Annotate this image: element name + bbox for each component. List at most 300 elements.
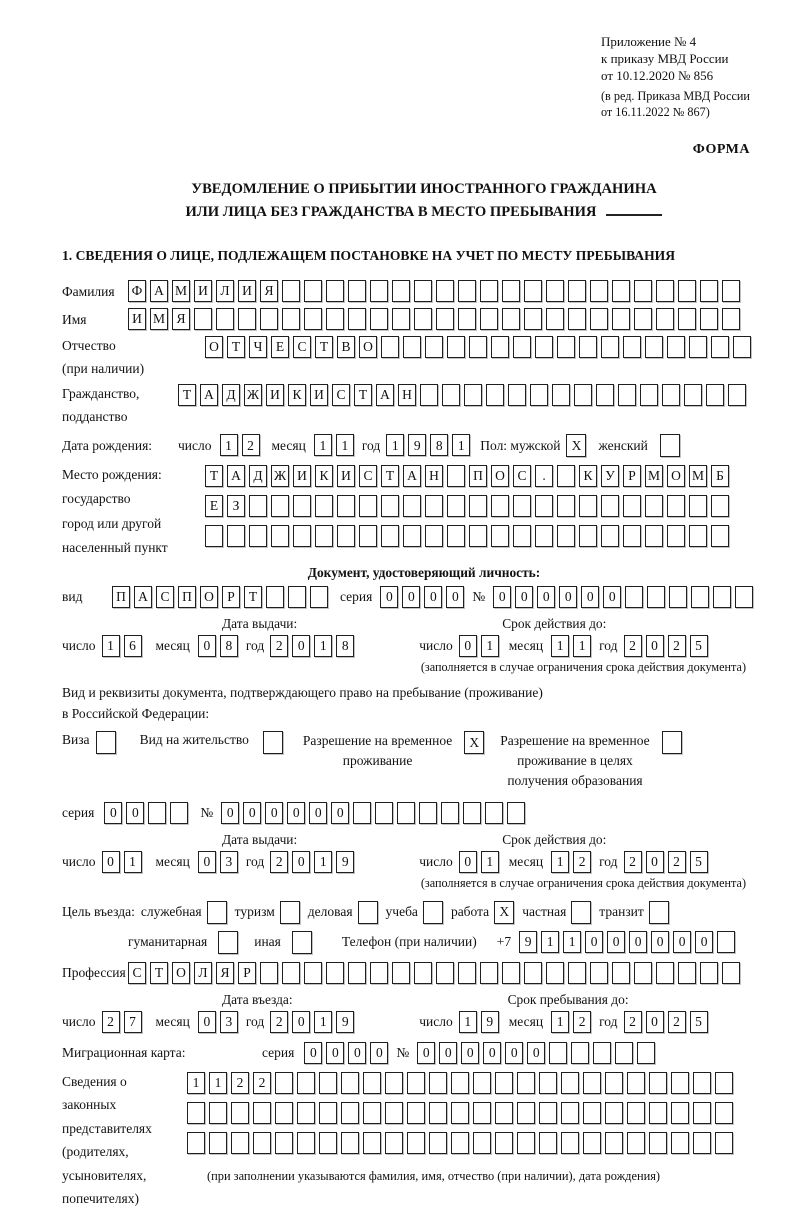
char-cell[interactable] — [275, 1132, 293, 1154]
residence-permit-checkbox[interactable] — [263, 731, 283, 754]
char-cell[interactable] — [480, 308, 498, 330]
checkbox-cell[interactable] — [280, 901, 300, 924]
char-cell[interactable]: Т — [150, 962, 168, 984]
char-cell[interactable]: Р — [238, 962, 256, 984]
permit-valid-year-cells[interactable] — [624, 851, 708, 873]
char-cell[interactable] — [253, 1132, 271, 1154]
representatives-cells-3[interactable] — [187, 1132, 733, 1154]
char-cell[interactable]: И — [293, 465, 311, 487]
char-cell[interactable] — [414, 280, 432, 302]
char-cell[interactable]: И — [310, 384, 328, 406]
purpose-tourism-checkbox[interactable] — [280, 901, 300, 924]
char-cell[interactable]: 5 — [690, 851, 708, 873]
checkbox-cell[interactable] — [660, 434, 680, 457]
char-cell[interactable] — [407, 1102, 425, 1124]
char-cell[interactable]: 1 — [336, 434, 354, 456]
char-cell[interactable] — [473, 1102, 491, 1124]
char-cell[interactable]: 1 — [573, 635, 591, 657]
char-cell[interactable]: 9 — [481, 1011, 499, 1033]
char-cell[interactable] — [568, 308, 586, 330]
char-cell[interactable] — [170, 802, 188, 824]
char-cell[interactable]: 0 — [417, 1042, 435, 1064]
char-cell[interactable] — [293, 495, 311, 517]
char-cell[interactable]: 2 — [270, 851, 288, 873]
entry-month-cells[interactable] — [198, 1011, 238, 1033]
char-cell[interactable]: 2 — [624, 1011, 642, 1033]
char-cell[interactable] — [381, 525, 399, 547]
char-cell[interactable] — [209, 1132, 227, 1154]
char-cell[interactable] — [297, 1072, 315, 1094]
permit-issue-year-cells[interactable] — [270, 851, 354, 873]
char-cell[interactable] — [561, 1132, 579, 1154]
char-cell[interactable]: 1 — [314, 434, 332, 456]
char-cell[interactable]: 1 — [124, 851, 142, 873]
char-cell[interactable]: К — [315, 465, 333, 487]
char-cell[interactable] — [590, 308, 608, 330]
permit-number-cells[interactable] — [221, 802, 525, 824]
char-cell[interactable] — [612, 962, 630, 984]
char-cell[interactable] — [304, 280, 322, 302]
char-cell[interactable] — [513, 495, 531, 517]
permit-issue-day-cells[interactable] — [102, 851, 142, 873]
char-cell[interactable] — [579, 336, 597, 358]
char-cell[interactable] — [297, 1132, 315, 1154]
char-cell[interactable]: Д — [222, 384, 240, 406]
char-cell[interactable] — [353, 802, 371, 824]
char-cell[interactable] — [601, 336, 619, 358]
char-cell[interactable]: 0 — [348, 1042, 366, 1064]
char-cell[interactable] — [231, 1132, 249, 1154]
char-cell[interactable] — [662, 384, 680, 406]
char-cell[interactable] — [546, 308, 564, 330]
char-cell[interactable] — [359, 525, 377, 547]
permit-series-cells[interactable] — [104, 802, 188, 824]
char-cell[interactable]: 2 — [668, 1011, 686, 1033]
char-cell[interactable]: 0 — [402, 586, 420, 608]
char-cell[interactable]: 9 — [408, 434, 426, 456]
char-cell[interactable] — [656, 962, 674, 984]
char-cell[interactable] — [187, 1132, 205, 1154]
char-cell[interactable] — [715, 1072, 733, 1094]
char-cell[interactable] — [693, 1102, 711, 1124]
char-cell[interactable] — [552, 384, 570, 406]
char-cell[interactable] — [282, 962, 300, 984]
doc-series-cells[interactable] — [380, 586, 464, 608]
char-cell[interactable] — [623, 336, 641, 358]
char-cell[interactable]: 8 — [336, 635, 354, 657]
char-cell[interactable]: 8 — [430, 434, 448, 456]
char-cell[interactable] — [539, 1132, 557, 1154]
char-cell[interactable] — [618, 384, 636, 406]
char-cell[interactable]: 0 — [326, 1042, 344, 1064]
char-cell[interactable] — [546, 280, 564, 302]
char-cell[interactable]: М — [150, 308, 168, 330]
char-cell[interactable]: 0 — [104, 802, 122, 824]
char-cell[interactable]: Т — [205, 465, 223, 487]
char-cell[interactable] — [596, 384, 614, 406]
char-cell[interactable] — [711, 525, 729, 547]
char-cell[interactable] — [557, 336, 575, 358]
char-cell[interactable] — [495, 1102, 513, 1124]
char-cell[interactable] — [667, 525, 685, 547]
char-cell[interactable] — [385, 1072, 403, 1094]
char-cell[interactable] — [458, 962, 476, 984]
char-cell[interactable] — [326, 308, 344, 330]
char-cell[interactable]: 0 — [629, 931, 647, 953]
char-cell[interactable] — [205, 525, 223, 547]
char-cell[interactable] — [691, 586, 709, 608]
char-cell[interactable] — [194, 308, 212, 330]
char-cell[interactable] — [363, 1072, 381, 1094]
char-cell[interactable]: 2 — [102, 1011, 120, 1033]
char-cell[interactable]: 0 — [102, 851, 120, 873]
char-cell[interactable] — [288, 586, 306, 608]
checkbox-cell[interactable]: X — [494, 901, 514, 924]
char-cell[interactable] — [429, 1072, 447, 1094]
birth-day-cells[interactable] — [220, 434, 260, 456]
char-cell[interactable] — [507, 802, 525, 824]
char-cell[interactable] — [271, 525, 289, 547]
char-cell[interactable] — [645, 495, 663, 517]
char-cell[interactable] — [451, 1132, 469, 1154]
char-cell[interactable]: П — [469, 465, 487, 487]
char-cell[interactable] — [568, 962, 586, 984]
char-cell[interactable]: Р — [222, 586, 240, 608]
profession-cells[interactable] — [128, 962, 740, 984]
char-cell[interactable]: О — [359, 336, 377, 358]
char-cell[interactable] — [689, 525, 707, 547]
char-cell[interactable] — [491, 525, 509, 547]
char-cell[interactable] — [711, 495, 729, 517]
char-cell[interactable]: 0 — [646, 1011, 664, 1033]
char-cell[interactable]: 0 — [198, 1011, 216, 1033]
edu-permit-checkbox[interactable] — [662, 731, 682, 754]
char-cell[interactable] — [517, 1102, 535, 1124]
char-cell[interactable] — [583, 1072, 601, 1094]
char-cell[interactable] — [684, 384, 702, 406]
char-cell[interactable] — [669, 586, 687, 608]
char-cell[interactable] — [326, 280, 344, 302]
purpose-official-checkbox[interactable] — [207, 901, 227, 924]
char-cell[interactable]: 0 — [292, 851, 310, 873]
char-cell[interactable] — [678, 962, 696, 984]
char-cell[interactable]: Ж — [244, 384, 262, 406]
char-cell[interactable]: 0 — [607, 931, 625, 953]
char-cell[interactable] — [469, 336, 487, 358]
purpose-transit-checkbox[interactable] — [649, 901, 669, 924]
checkbox-cell[interactable]: X — [566, 434, 586, 457]
char-cell[interactable] — [436, 280, 454, 302]
char-cell[interactable] — [640, 384, 658, 406]
char-cell[interactable]: У — [601, 465, 619, 487]
char-cell[interactable]: М — [172, 280, 190, 302]
char-cell[interactable] — [363, 1102, 381, 1124]
char-cell[interactable] — [722, 962, 740, 984]
char-cell[interactable]: 0 — [331, 802, 349, 824]
char-cell[interactable] — [458, 280, 476, 302]
char-cell[interactable] — [304, 308, 322, 330]
char-cell[interactable] — [464, 384, 482, 406]
char-cell[interactable] — [713, 586, 731, 608]
purpose-private-checkbox[interactable] — [571, 901, 591, 924]
char-cell[interactable]: 1 — [314, 635, 332, 657]
char-cell[interactable] — [561, 1072, 579, 1094]
char-cell[interactable]: О — [205, 336, 223, 358]
char-cell[interactable]: Т — [315, 336, 333, 358]
birth-place-cells-1[interactable] — [205, 465, 729, 487]
purpose-humanitarian-checkbox[interactable] — [218, 931, 238, 954]
char-cell[interactable] — [425, 525, 443, 547]
char-cell[interactable] — [524, 280, 542, 302]
char-cell[interactable]: 1 — [481, 635, 499, 657]
purpose-work-checkbox[interactable] — [494, 901, 514, 924]
char-cell[interactable] — [728, 384, 746, 406]
birth-place-cells-3[interactable] — [205, 525, 729, 547]
char-cell[interactable]: Д — [249, 465, 267, 487]
char-cell[interactable]: 0 — [673, 931, 691, 953]
char-cell[interactable]: М — [645, 465, 663, 487]
char-cell[interactable] — [689, 336, 707, 358]
char-cell[interactable] — [678, 308, 696, 330]
char-cell[interactable]: 8 — [220, 635, 238, 657]
doc-issue-month-cells[interactable] — [198, 635, 238, 657]
char-cell[interactable]: 2 — [573, 1011, 591, 1033]
char-cell[interactable] — [535, 525, 553, 547]
char-cell[interactable]: К — [288, 384, 306, 406]
char-cell[interactable]: 0 — [483, 1042, 501, 1064]
char-cell[interactable] — [473, 1132, 491, 1154]
char-cell[interactable] — [689, 495, 707, 517]
char-cell[interactable] — [341, 1102, 359, 1124]
char-cell[interactable] — [513, 336, 531, 358]
char-cell[interactable]: А — [200, 384, 218, 406]
char-cell[interactable] — [700, 962, 718, 984]
char-cell[interactable]: 2 — [668, 635, 686, 657]
char-cell[interactable] — [717, 931, 735, 953]
char-cell[interactable] — [385, 1102, 403, 1124]
char-cell[interactable]: 1 — [386, 434, 404, 456]
char-cell[interactable] — [517, 1072, 535, 1094]
char-cell[interactable] — [502, 308, 520, 330]
char-cell[interactable] — [209, 1102, 227, 1124]
char-cell[interactable] — [539, 1072, 557, 1094]
char-cell[interactable] — [623, 525, 641, 547]
char-cell[interactable] — [319, 1102, 337, 1124]
char-cell[interactable]: 3 — [220, 851, 238, 873]
char-cell[interactable] — [447, 495, 465, 517]
char-cell[interactable] — [341, 1072, 359, 1094]
char-cell[interactable] — [436, 308, 454, 330]
char-cell[interactable] — [513, 525, 531, 547]
char-cell[interactable] — [436, 962, 454, 984]
char-cell[interactable] — [671, 1132, 689, 1154]
char-cell[interactable] — [403, 336, 421, 358]
char-cell[interactable]: А — [227, 465, 245, 487]
char-cell[interactable] — [266, 586, 284, 608]
char-cell[interactable]: 0 — [221, 802, 239, 824]
char-cell[interactable] — [612, 308, 630, 330]
checkbox-cell[interactable] — [218, 931, 238, 954]
char-cell[interactable]: Н — [398, 384, 416, 406]
char-cell[interactable]: 0 — [304, 1042, 322, 1064]
char-cell[interactable]: Т — [354, 384, 372, 406]
char-cell[interactable] — [495, 1072, 513, 1094]
char-cell[interactable] — [419, 802, 437, 824]
char-cell[interactable]: В — [337, 336, 355, 358]
char-cell[interactable]: З — [227, 495, 245, 517]
char-cell[interactable] — [579, 525, 597, 547]
char-cell[interactable] — [359, 495, 377, 517]
purpose-business-checkbox[interactable] — [358, 901, 378, 924]
temp-permit-checkbox[interactable] — [464, 731, 484, 754]
char-cell[interactable]: 1 — [481, 851, 499, 873]
birth-place-cells-2[interactable] — [205, 495, 729, 517]
char-cell[interactable] — [590, 280, 608, 302]
char-cell[interactable] — [451, 1102, 469, 1124]
char-cell[interactable]: О — [200, 586, 218, 608]
char-cell[interactable] — [524, 308, 542, 330]
char-cell[interactable]: Я — [172, 308, 190, 330]
char-cell[interactable] — [656, 280, 674, 302]
char-cell[interactable] — [420, 384, 438, 406]
char-cell[interactable]: И — [128, 308, 146, 330]
char-cell[interactable] — [539, 1102, 557, 1124]
migration-number-cells[interactable] — [417, 1042, 655, 1064]
char-cell[interactable] — [715, 1102, 733, 1124]
char-cell[interactable] — [722, 280, 740, 302]
char-cell[interactable]: 2 — [242, 434, 260, 456]
char-cell[interactable]: 0 — [198, 851, 216, 873]
char-cell[interactable] — [524, 962, 542, 984]
char-cell[interactable] — [370, 280, 388, 302]
char-cell[interactable]: 1 — [541, 931, 559, 953]
patronymic-cells[interactable] — [205, 336, 751, 358]
char-cell[interactable]: С — [293, 336, 311, 358]
char-cell[interactable] — [502, 962, 520, 984]
char-cell[interactable]: Е — [271, 336, 289, 358]
char-cell[interactable] — [601, 495, 619, 517]
checkbox-cell[interactable] — [292, 931, 312, 954]
sex-female-checkbox[interactable] — [660, 434, 680, 457]
char-cell[interactable]: 0 — [424, 586, 442, 608]
surname-cells[interactable] — [128, 280, 740, 302]
doc-issue-day-cells[interactable] — [102, 635, 142, 657]
migration-series-cells[interactable] — [304, 1042, 388, 1064]
char-cell[interactable]: Я — [260, 280, 278, 302]
char-cell[interactable]: А — [376, 384, 394, 406]
char-cell[interactable]: . — [535, 465, 553, 487]
char-cell[interactable] — [508, 384, 526, 406]
char-cell[interactable]: 0 — [559, 586, 577, 608]
char-cell[interactable]: 0 — [527, 1042, 545, 1064]
char-cell[interactable]: Б — [711, 465, 729, 487]
char-cell[interactable] — [216, 308, 234, 330]
char-cell[interactable] — [425, 495, 443, 517]
char-cell[interactable]: 1 — [551, 851, 569, 873]
char-cell[interactable] — [392, 308, 410, 330]
checkbox-cell[interactable] — [649, 901, 669, 924]
char-cell[interactable] — [671, 1102, 689, 1124]
char-cell[interactable]: 0 — [265, 802, 283, 824]
purpose-study-checkbox[interactable] — [423, 901, 443, 924]
permit-valid-month-cells[interactable] — [551, 851, 591, 873]
char-cell[interactable] — [649, 1132, 667, 1154]
char-cell[interactable]: И — [337, 465, 355, 487]
char-cell[interactable] — [407, 1132, 425, 1154]
char-cell[interactable]: 0 — [585, 931, 603, 953]
char-cell[interactable]: 1 — [314, 1011, 332, 1033]
char-cell[interactable]: 1 — [102, 635, 120, 657]
char-cell[interactable]: 0 — [493, 586, 511, 608]
char-cell[interactable]: О — [667, 465, 685, 487]
char-cell[interactable] — [637, 1042, 655, 1064]
char-cell[interactable]: Е — [205, 495, 223, 517]
doc-valid-day-cells[interactable] — [459, 635, 499, 657]
char-cell[interactable]: О — [172, 962, 190, 984]
char-cell[interactable]: Л — [194, 962, 212, 984]
char-cell[interactable] — [304, 962, 322, 984]
char-cell[interactable]: 9 — [336, 1011, 354, 1033]
char-cell[interactable]: 0 — [292, 1011, 310, 1033]
char-cell[interactable]: С — [513, 465, 531, 487]
char-cell[interactable] — [711, 336, 729, 358]
char-cell[interactable] — [612, 280, 630, 302]
char-cell[interactable] — [337, 495, 355, 517]
char-cell[interactable]: А — [134, 586, 152, 608]
checkbox-cell[interactable] — [662, 731, 682, 754]
char-cell[interactable] — [326, 962, 344, 984]
char-cell[interactable]: А — [403, 465, 421, 487]
char-cell[interactable]: 1 — [209, 1072, 227, 1094]
char-cell[interactable] — [381, 336, 399, 358]
visa-checkbox[interactable] — [96, 731, 116, 754]
char-cell[interactable]: Т — [227, 336, 245, 358]
char-cell[interactable] — [601, 525, 619, 547]
checkbox-cell[interactable] — [96, 731, 116, 754]
char-cell[interactable] — [480, 280, 498, 302]
char-cell[interactable]: Ж — [271, 465, 289, 487]
char-cell[interactable] — [425, 336, 443, 358]
char-cell[interactable] — [480, 962, 498, 984]
char-cell[interactable] — [671, 1072, 689, 1094]
char-cell[interactable]: А — [150, 280, 168, 302]
char-cell[interactable] — [315, 525, 333, 547]
char-cell[interactable] — [429, 1102, 447, 1124]
char-cell[interactable] — [623, 495, 641, 517]
char-cell[interactable] — [656, 308, 674, 330]
char-cell[interactable] — [469, 495, 487, 517]
char-cell[interactable] — [363, 1132, 381, 1154]
char-cell[interactable] — [403, 525, 421, 547]
doc-number-cells[interactable] — [493, 586, 753, 608]
char-cell[interactable]: 1 — [187, 1072, 205, 1094]
char-cell[interactable]: И — [194, 280, 212, 302]
char-cell[interactable]: И — [266, 384, 284, 406]
char-cell[interactable] — [458, 308, 476, 330]
char-cell[interactable]: 1 — [314, 851, 332, 873]
char-cell[interactable]: Н — [425, 465, 443, 487]
char-cell[interactable] — [148, 802, 166, 824]
char-cell[interactable]: 2 — [668, 851, 686, 873]
char-cell[interactable] — [593, 1042, 611, 1064]
char-cell[interactable] — [625, 586, 643, 608]
char-cell[interactable] — [678, 280, 696, 302]
char-cell[interactable]: 0 — [646, 851, 664, 873]
char-cell[interactable]: К — [579, 465, 597, 487]
char-cell[interactable]: 1 — [551, 1011, 569, 1033]
char-cell[interactable]: 2 — [231, 1072, 249, 1094]
char-cell[interactable] — [700, 280, 718, 302]
